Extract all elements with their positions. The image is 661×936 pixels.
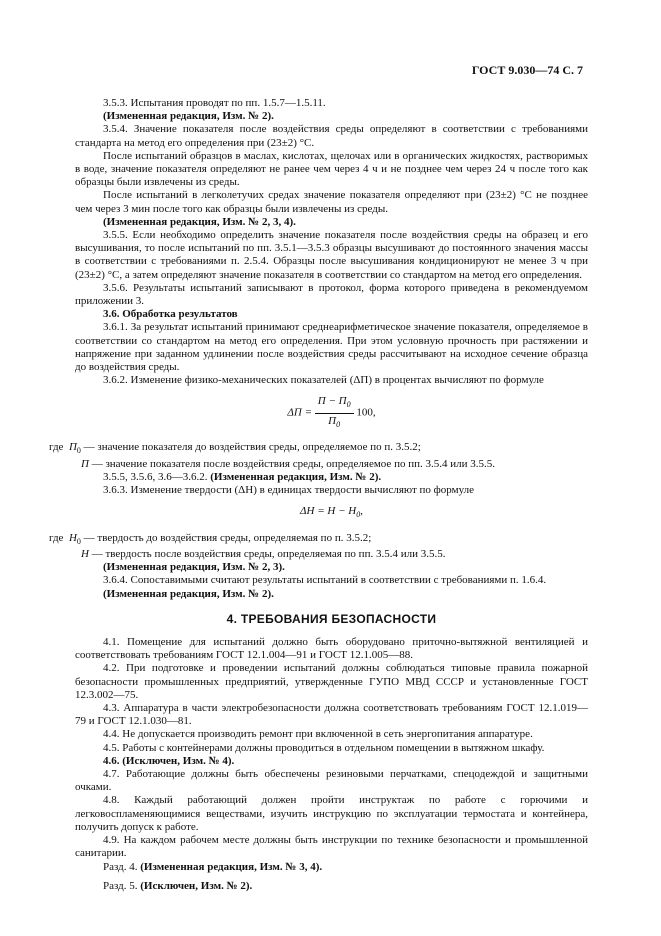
- paragraph-4-8: 4.8. Каждый работающий должен пройти инструктаж по работе с горючими и легковоспламеняющимися веществами, изучить инструкцию по эксплуатации термостата и контейнера, получить допуск к работе.: [75, 794, 588, 833]
- section-4-amendment: Разд. 4. (Измененная редакция, Изм. № 3, 4).: [103, 860, 323, 873]
- paragraph-3-5-4-oils: После испытаний образцов в маслах, кислотах, щелочах или в органических жидкостях, растворимых в воде, значение показателя определяют не ранее чем через 4 ч и не позднее чем через 24 ч после того как образцы были извлечены из среды.: [75, 149, 588, 189]
- paragraph-4-5: 4.5. Работы с контейнерами должны проводиться в отдельном помещении в вытяжном шкафу.: [103, 741, 545, 754]
- formula-delta-p: [75, 395, 588, 431]
- paragraph-4-9: 4.9. На каждом рабочем месте должны быть инструкции по технике безопасности и промышленной санитарии.: [75, 834, 588, 860]
- formula-delta-h: $\Delta Н = Н - Н_0$,: [300, 505, 363, 520]
- paragraph-3-6-1: 3.6.1. За результат испытаний принимают среднеарифметическое значение показателя, определяемое в соответствии со стандартом на метод его определения. При этом условную прочность при растяжении и напряжение при заданном удлинении после воздействия среды рассчитывают на исходное сечение образца до воздействия среды.: [75, 321, 588, 374]
- paragraph-3-5-4-volatile: После испытаний в легколетучих средах значение показателя определяют при (23±2) °С не позднее чем через 3 мин после того как образцы были извлечены из среды.: [75, 189, 588, 215]
- formula-definition: где $П_0$ — значение показателя до воздействия среды, определяемое по п. 3.5.2;: [49, 441, 421, 456]
- paragraph-3-5-3: 3.5.3. Испытания проводят по пп. 1.5.7—1.5.11.: [103, 97, 326, 109]
- section-4-heading: 4. ТРЕБОВАНИЯ БЕЗОПАСНОСТИ: [226, 611, 437, 626]
- formula-fraction: [315, 395, 354, 431]
- paragraph-4-2: 4.2. При подготовке и проведении испытаний должны соблюдаться типовые правила пожарной безопасности промышленных предприятий, утвержденные ГУПО МВД СССР и установленные ГОСТ 12.3.002—75.: [75, 662, 588, 701]
- paragraph-3-6-2: 3.6.2. Изменение физико-механических показателей (ΔП) в процентах вычисляют по формуле: [103, 374, 544, 387]
- paragraph-3-5-6: 3.5.6. Результаты испытаний записывают в протокол, форма которого приведена в рекомендуемом приложении 3.: [75, 281, 588, 308]
- paragraph-list-reference: 3.5.5, 3.5.6, 3.6—3.6.2. (Измененная редакция, Изм. № 2).: [103, 470, 382, 483]
- paragraph-3-5-5: 3.5.5. Если необходимо определить значение показателя после воздействия среды на образец и его высушивания, то после испытаний по пп. 3.5.1—3.5.3 образцы высушивают до постоянного значения массы в соответствии с требованиями п. 2.5.4. Образцы после высушивания кондиционируют не менее 3 ч при (23±2) °С, а затем определяют значение показателя в соответствии со стандартом на метод его определения.: [75, 229, 588, 281]
- paragraph-4-3: 4.3. Аппаратура в части электробезопасности должна соответствовать требованиям ГОСТ 12.1.019—79 и ГОСТ 12.1.030—81.: [75, 702, 588, 728]
- formula-rhs: 100,: [356, 406, 376, 419]
- fraction-denominator: $П_0$: [328, 414, 341, 430]
- paragraph-4-7: 4.7. Работающие должны быть обеспечены резиновыми перчатками, спецодеждой и защитными очками.: [75, 768, 588, 794]
- formula-lhs: ΔП =: [287, 406, 312, 419]
- paragraph-3-5-4: 3.5.4. Значение показателя после воздействия среды определяют в соответствии с требованиями стандарта на метод его определения при (23±2) °С.: [75, 123, 588, 149]
- amendment-note: (Измененная редакция, Изм. № 2, 3, 4).: [103, 215, 296, 228]
- amendment-note: (Измененная редакция, Изм. № 2).: [103, 110, 274, 123]
- paragraph-4-6: 4.6. (Исключен, Изм. № 4).: [103, 754, 235, 767]
- document-body: [49, 97, 588, 893]
- paragraph-3-6-4: 3.6.4. Сопоставимыми считают результаты испытаний в соответствии с требованиями п. 1.6.4.: [103, 574, 547, 587]
- formula-definition: Н — твердость после воздействия среды, определяемая по пп. 3.5.4 или 3.5.5.: [81, 548, 446, 561]
- formula-definition: П — значение показателя после воздействия среды, определяемое по пп. 3.5.4 или 3.5.5.: [81, 457, 495, 470]
- amendment-note: (Измененная редакция, Изм. № 2, 3).: [103, 561, 285, 574]
- formula-definition: где $Н_0$ — твердость до воздействия среды, определяемая по п. 3.5.2;: [49, 531, 372, 546]
- paragraph-4-4: 4.4. Не допускается производить ремонт при включенной в сеть энергопитания аппаратуре.: [103, 728, 533, 741]
- amendment-note: (Измененная редакция, Изм. № 2).: [103, 587, 274, 600]
- section-5-amendment: Разд. 5. (Исключен, Изм. № 2).: [103, 879, 253, 892]
- paragraph-4-1: 4.1. Помещение для испытаний должно быть оборудовано приточно-вытяжной вентиляцией и соответствовать требованиям ГОСТ 12.1.004—91 и ГОСТ 12.1.005—88.: [75, 636, 588, 662]
- section-3-6-heading: 3.6. Обработка результатов: [103, 308, 238, 321]
- paragraph-3-6-3: 3.6.3. Изменение твердости (ΔН) в единицах твердости вычисляют по формуле: [103, 484, 474, 497]
- page-header: ГОСТ 9.030—74 С. 7: [471, 63, 583, 77]
- fraction-numerator: $П - П_0$: [315, 395, 354, 413]
